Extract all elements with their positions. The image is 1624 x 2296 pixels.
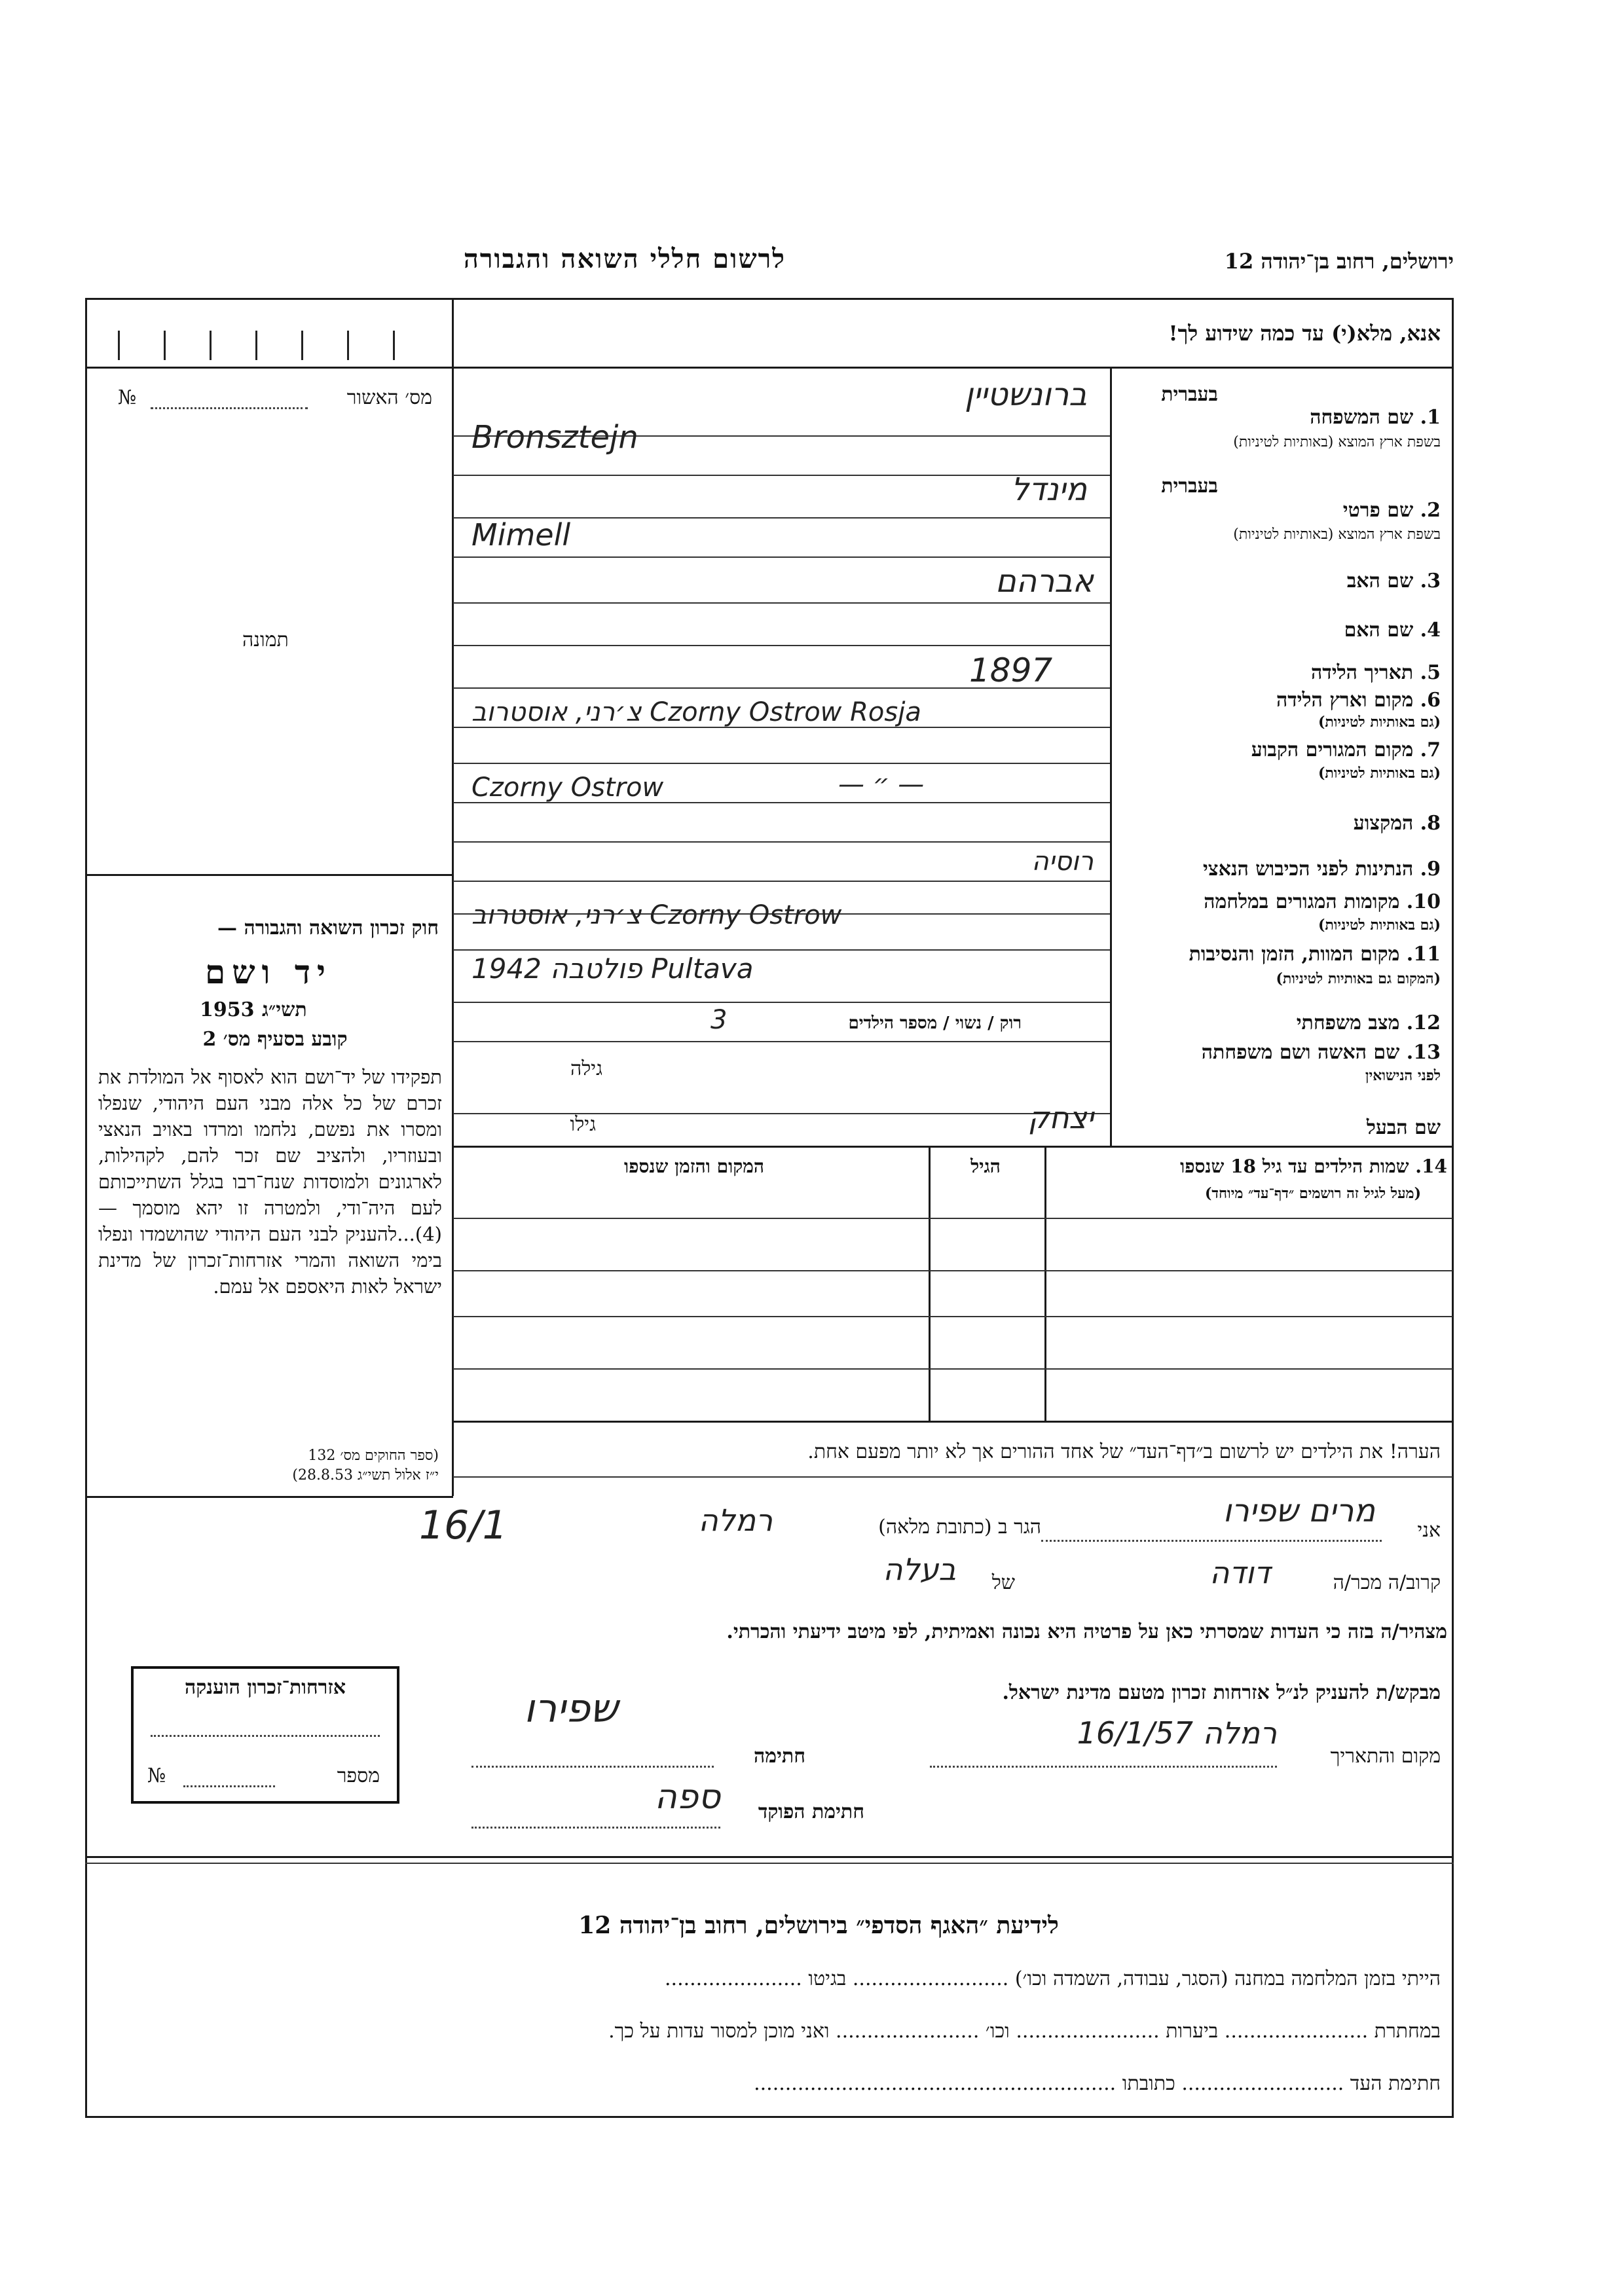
field-13-sub: לפני הנישואין <box>1365 1067 1441 1084</box>
field-10-label: 10. מקומות המגורים במלחמה <box>1204 890 1441 913</box>
left-box-bottom <box>85 1496 453 1498</box>
law-year-he: תשי״ג <box>262 998 307 1021</box>
bottom-line-1: הייתי בזמן המלחמה במחנה (הסגר, עבודה, השמדה וכו׳) ......................... בגיטו ...................... <box>665 1967 1441 1990</box>
death-place-value: פולטבה 1942 Pultava <box>471 953 754 985</box>
intro-divider <box>85 367 1454 369</box>
field-6-sub: (גם באותיות לטיניות) <box>1318 714 1441 731</box>
children-col-2 <box>1044 1146 1046 1421</box>
signature-value: שפירו <box>524 1686 618 1732</box>
field-7-sub: (גם באותיות לטיניות) <box>1318 765 1441 782</box>
husband-age-label: גילו <box>570 1113 596 1136</box>
children-header-name: 14. שמות הילדים עד גיל 18 שנספו <box>1180 1156 1447 1177</box>
intro-text: אנא, מלא(י) עד כמה שידוע לך! <box>1168 321 1441 346</box>
law-source-2: י״ז אלול תשי״ג 28.8.53) <box>292 1467 439 1484</box>
maiden-age-label: גילה <box>570 1057 602 1080</box>
field-11-sub: (המקום גם באותיות לטיניות) <box>1276 970 1441 987</box>
frame-top <box>85 298 1454 300</box>
photo-divider <box>85 874 453 876</box>
war-places-value: צ׳רני, אוסטרוב Czorny Ostrow <box>471 900 842 930</box>
clerk-signature-value: ספה <box>654 1777 720 1817</box>
children-header-place: המקום והזמן שנספו <box>624 1156 764 1177</box>
photo-placeholder-label: תמונה <box>242 629 289 651</box>
children-table-top <box>453 1146 1454 1148</box>
bottom-section-divider <box>85 1856 1454 1858</box>
field-1-sub: בשפת ארץ המוצא (באותיות לטיניות) <box>1233 434 1441 450</box>
of-label: של <box>991 1571 1015 1594</box>
relation-value: דודה <box>1209 1555 1270 1590</box>
law-clause: קובע בסעיף מס׳ 2 <box>202 1028 348 1051</box>
side-date-note: 16/1 <box>419 1503 507 1548</box>
children-header-sub: (מעל לגיל זה רושמים ״דף־עד״ מיוחד) <box>1204 1185 1421 1202</box>
children-col-1 <box>929 1146 931 1421</box>
header-address: ירושלים, רחוב בן־יהודה 12 <box>1224 249 1454 274</box>
given-name-latin-value: Mimell <box>471 517 571 553</box>
citizenship-granted-title: אזרחות־זכרון הוענקה <box>184 1676 346 1699</box>
stamp-num-sign: № <box>147 1764 166 1787</box>
approval-number-label: מס׳ האשור <box>346 386 432 409</box>
birth-year-value: 1897 <box>969 651 1053 689</box>
stamp-number-label: מספר <box>337 1764 380 1787</box>
address-value: רמלה <box>698 1503 773 1538</box>
field-5-label: 5. תאריך הלידה <box>1311 661 1441 684</box>
given-name-hebrew-value: מינדל <box>1010 471 1087 508</box>
place-date-value: רמלה 16/1/57 <box>1077 1715 1277 1751</box>
field-7-label: 7. מקום המגורים הקבוע <box>1251 738 1441 761</box>
field-1-label: 1. שם המשפחה <box>1310 406 1441 429</box>
field-13-label: 13. שם האשה ושם משפחתה <box>1201 1041 1441 1064</box>
tag-hebrew-2: בעברית <box>1161 475 1218 498</box>
law-title: חוק זכרון השואה והגבורה — <box>217 917 439 939</box>
residence-ditto: — ״ — <box>838 769 925 799</box>
field-3-label: 3. שם האב <box>1346 570 1441 592</box>
field-11-label: 11. מקום המוות, הזמן והנסיבות <box>1189 943 1441 966</box>
father-name-value: אברהם <box>995 563 1094 600</box>
frame-bottom <box>85 2116 1454 2118</box>
address-label: הגר ב (כתובת מלאה) <box>878 1516 1041 1539</box>
of-value: בעלה <box>883 1552 956 1587</box>
children-count-value: 3 <box>710 1005 728 1035</box>
declaration-request: מבקש/ת להעניק לנ״ל אזרחות זכרון מטעם מדינת ישראל. <box>1002 1681 1441 1704</box>
relation-label: קרוב/ה מכר/ה <box>1333 1571 1441 1594</box>
header-title: לרשום חללי השואה והגבורה <box>463 244 786 274</box>
declaration-statement: מצהיר/ה בזה כי העדות שמסרתי כאן על פרטיה היא נכונה ואמיתית, לפי מיטב ידיעתי והכרתי. <box>726 1620 1447 1643</box>
residence-value: Czorny Ostrow <box>471 773 664 803</box>
surname-hebrew-value: ברונשטיין <box>965 376 1087 413</box>
birth-place-value: צ׳רני, אוסטרוב Czorny Ostrow Rosja <box>471 697 921 727</box>
declarant-label: אני <box>1417 1519 1441 1542</box>
law-year: 1953 <box>200 998 255 1021</box>
yad-vashem-title: יד ושם <box>205 953 332 991</box>
clerk-signature-label: חתימת הפוקד <box>758 1800 864 1823</box>
husband-label: שם הבעל <box>1366 1116 1441 1139</box>
surname-latin-value: Bronsztejn <box>471 419 638 456</box>
field-10-sub: (גם באותיות לטיניות) <box>1318 917 1441 934</box>
marital-options: רוק / נשוי / מספר הילדים <box>848 1013 1022 1033</box>
field-8-label: 8. המקצוע <box>1353 812 1441 835</box>
law-body: תפקידו של יד־ושם הוא לאסוף אל המולדת את זכרם של כל אלה מבני העם היהודי, שנפלו ומסרו את נפשם, נלחמו ומרדו באויב הנאצי ובעוזריו, ולהציב שם זכר להם, לקהילות, לארגונים ולמוסדות שנח־רבו בגלל השתייכותם לעם היה־ודי, ולמטרה זו יהא מוסמך — (4)...להעניק לבני העם היהודי שהושמדו ונפלו בימי השואה והמרי אזרחות־זכרון של מדינת ישראל לאות היאספם אל עמם. <box>98 1066 442 1298</box>
field-2-label: 2. שם פרטי <box>1342 499 1441 522</box>
children-header-age: הגיל <box>970 1156 1001 1177</box>
signature-label: חתימה <box>754 1745 805 1768</box>
husband-name-value: יצחק <box>1027 1100 1094 1135</box>
frame-right <box>1452 298 1454 2118</box>
frame-left <box>85 298 87 2118</box>
tag-hebrew-1: בעברית <box>1161 383 1218 406</box>
field-9-label: 9. הנתינות לפני הכיבוש הנאצי <box>1203 858 1441 881</box>
field-6-label: 6. מקום וארץ הלידה <box>1276 689 1441 712</box>
bottom-line-2: במחתרת ....................... ביערות ....................... וכו׳ ....................... ואני מוכן למסור עדות על כך. <box>608 2020 1441 2043</box>
law-source-1: (ספר החוקים מס׳ 132 <box>308 1448 439 1464</box>
children-note: הערה! את הילדים יש לרשום ב״דף־העד״ של אחד ההורים אך לא יותר מפעם אחת. <box>807 1440 1441 1463</box>
declarant-name-value: מרים שפירו <box>1223 1493 1375 1529</box>
place-date-label: מקום והתאריך <box>1330 1745 1441 1768</box>
field-12-label: 12. מצב משפחתי <box>1296 1011 1441 1034</box>
approval-num-sign: № <box>118 386 137 409</box>
bottom-line-3: חתימת העד .......................... כתובתו .......................................................... <box>754 2072 1441 2095</box>
label-column-border <box>1110 367 1112 1146</box>
field-4-label: 4. שם האם <box>1344 619 1441 642</box>
citizenship-value: רוסיה <box>1031 847 1094 877</box>
bottom-title: לידיעת ״האגף הסדפי״ בירושלים, רחוב בן־יהודה 12 <box>578 1912 1059 1939</box>
field-2-sub: בשפת ארץ המוצא (באותיות לטיניות) <box>1233 526 1441 543</box>
